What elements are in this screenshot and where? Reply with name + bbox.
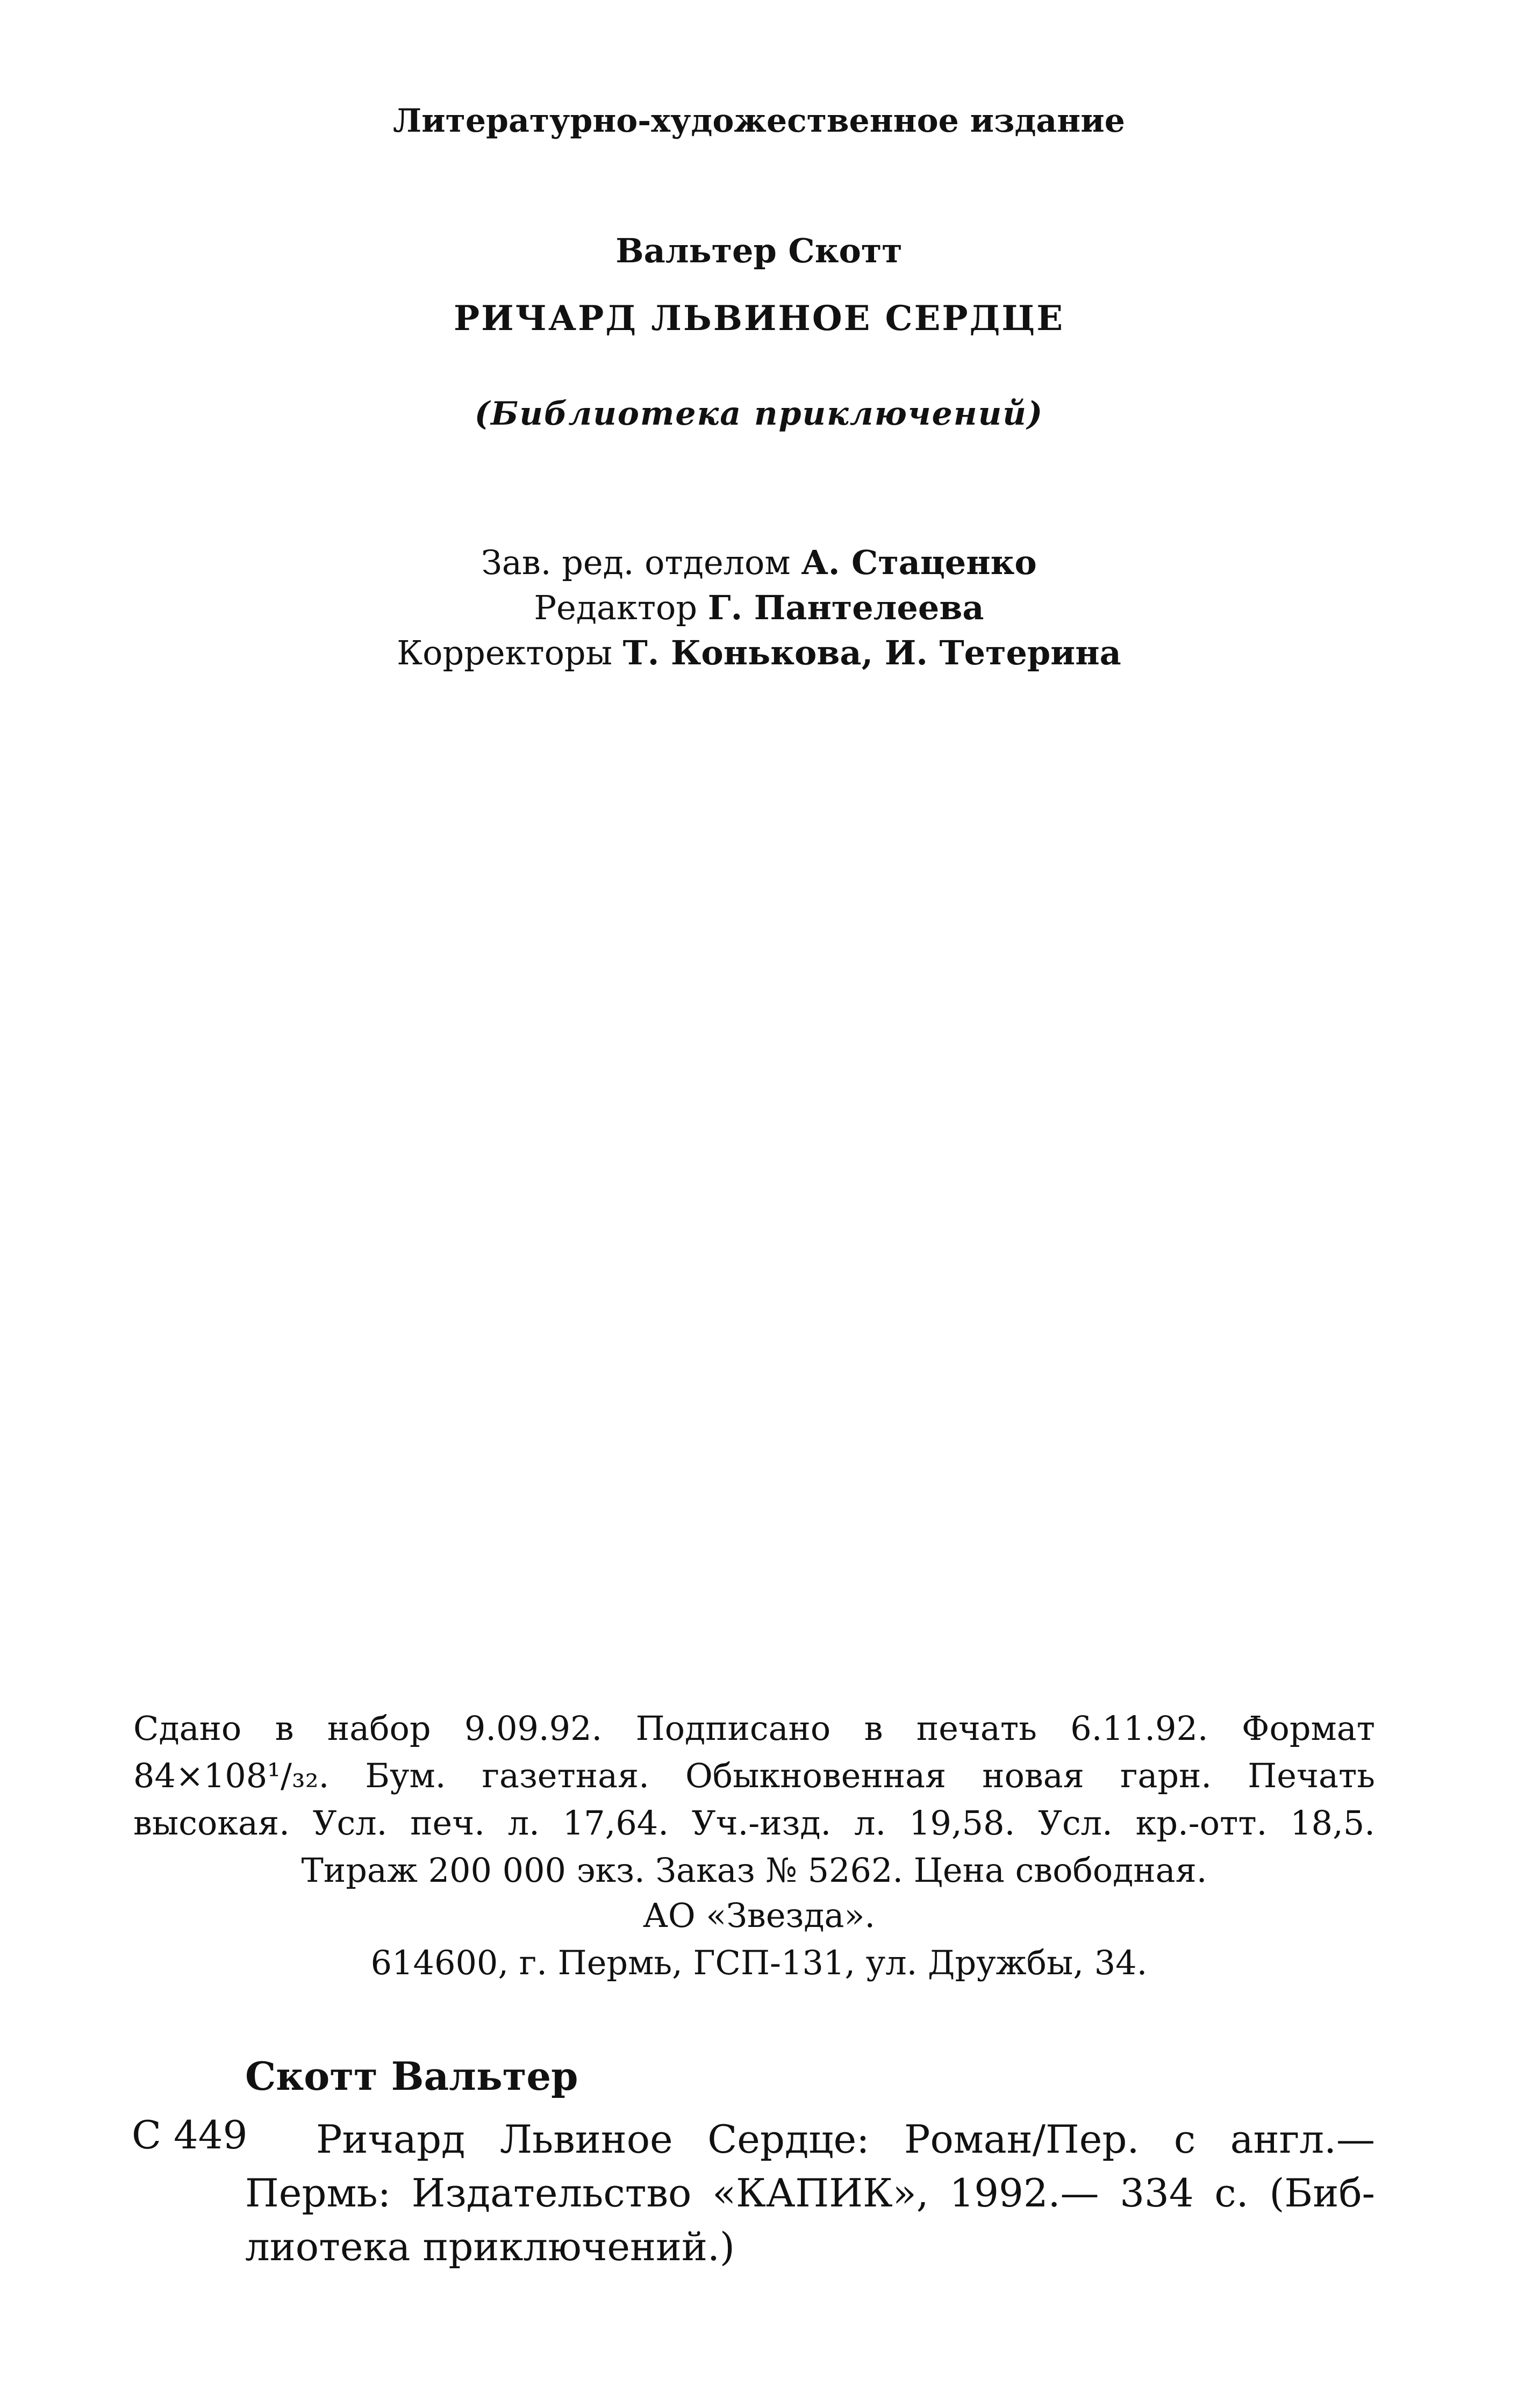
staff-person: А. Стаценко [801,543,1037,582]
imprint-line: высокая. Усл. печ. л. 17,64. Уч.-изд. л. 19,58. Усл. кр.-отт. 18,5. [133,1803,1375,1843]
imprint-block [133,1705,1375,1894]
catalog-line: Пермь: Издательство «КАПИК», 1992.— 334 с. (Биб- [245,2170,1375,2216]
book-series: (Библиотека приключений) [474,395,1044,433]
publisher-name: АО «Звезда». [642,1896,876,1935]
catalog-code: С 449 [132,2112,248,2158]
catalog-author: Скотт Вальтер [245,2053,578,2099]
catalog-line: Ричард Львиное Сердце: Роман/Пер. с англ.— [316,2117,1375,2162]
editorial-staff [0,540,1518,676]
staff-person: Г. Пантелеева [707,588,984,627]
publisher-address: 614600, г. Пермь, ГСП-131, ул. Дружбы, 34. [370,1943,1148,1982]
imprint-line: 84×108¹/₃₂. Бум. газетная. Обыкновенная новая гарн. Печать [133,1756,1375,1795]
catalog-description [245,2112,1375,2274]
staff-role: Редактор [534,588,698,627]
staff-line [0,540,1518,585]
catalog-line: лиотека приключений.) [245,2224,735,2269]
imprint-line: Сдано в набор 9.09.92. Подписано в печать 6.11.92. Формат [133,1709,1375,1748]
book-author: Вальтер Скотт [615,231,903,270]
staff-line [0,585,1518,630]
staff-person: Т. Конькова, И. Тетерина [622,633,1121,672]
edition-type: Литературно-художественное издание [393,102,1125,140]
book-title: РИЧАРД ЛЬВИНОЕ СЕРДЦЕ [453,298,1065,339]
publisher-block [0,1892,1518,1987]
imprint-line: Тираж 200 000 экз. Заказ № 5262. Цена свободная. [301,1851,1207,1890]
staff-role: Зав. ред. отделом [481,543,791,582]
staff-role: Корректоры [397,633,612,672]
staff-line [0,630,1518,676]
